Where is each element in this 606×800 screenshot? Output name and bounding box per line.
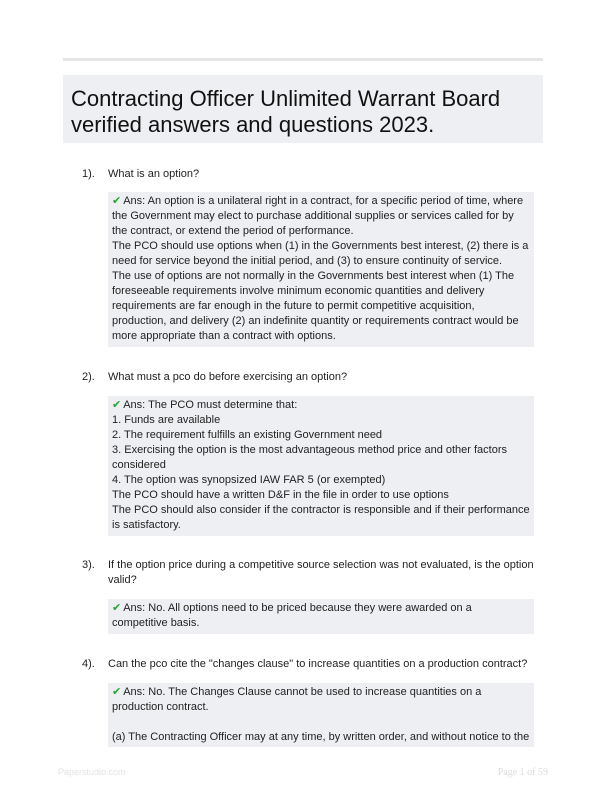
answer-2 (108, 396, 534, 536)
top-divider (63, 58, 543, 61)
answer-line: 2. The requirement fulfills an existing Government need (112, 429, 383, 441)
answer-4 (108, 683, 534, 747)
answer-line: The use of options are not normally in the Governments best interest when (1) The foreseeable requirements involve minimum economic quantities and delivery requirements are far enough in the future to permit competitive acquisition, production, and delivery (2) an indefinite quantity or requirements contract would be more appropriate than a contract with options. (112, 270, 519, 342)
answer-line: 3. Exercising the option is the most advantageous method price and other factors considered (112, 444, 508, 471)
question-1 (82, 167, 542, 182)
question-4 (82, 657, 542, 672)
question-number: 1). (82, 168, 95, 180)
check-icon: ✔ (112, 399, 122, 411)
answer-3 (108, 599, 534, 634)
check-icon: ✔ (112, 602, 122, 614)
answer-line: ✔ Ans: An option is a unilateral right in a contract, for a specific period of time, where the Government may elect to purchase additional supplies or services called for by the contract, or extend the period of performance. (112, 195, 524, 237)
question-text: Can the pco cite the "changes clause" to increase quantities on a production contract? (108, 658, 528, 670)
answer-line: ✔ Ans: No. The Changes Clause cannot be used to increase quantities on a production contract. (112, 686, 482, 713)
answer-line: ✔ Ans: No. All options need to be priced because they were awarded on a competitive basis. (112, 602, 472, 629)
answer-line: 1. Funds are available (112, 414, 221, 426)
answer-line: (a) The Contracting Officer may at any time, by written order, and without notice to the (112, 731, 530, 743)
question-number: 3). (82, 559, 95, 571)
question-2 (82, 370, 542, 385)
question-number: 2). (82, 371, 95, 383)
title-banner (63, 75, 543, 143)
answer-line: 4. The option was synopsized IAW FAR 5 (or exempted) (112, 474, 386, 486)
answer-line: ✔ Ans: The PCO must determine that: (112, 399, 298, 411)
answer-spacer (112, 715, 530, 730)
question-number: 4). (82, 658, 95, 670)
footer-page-number: Page 1 of 59 (497, 767, 548, 778)
answer-line: The PCO should use options when (1) in the Governments best interest, (2) there is a need for service beyond the initial period, and (3) to ensure continuity of service. (112, 240, 529, 267)
check-icon: ✔ (112, 195, 122, 207)
page-title: Contracting Officer Unlimited Warrant Board verified answers and questions 2023. (71, 86, 501, 137)
answer-line: The PCO should have a written D&F in the file in order to use options (112, 489, 449, 501)
question-text: What must a pco do before exercising an option? (108, 371, 348, 383)
answer-line: The PCO should also consider if the contractor is responsible and if their performance is satisfactory. (112, 504, 530, 531)
question-text: If the option price during a competitive source selection was not evaluated, is the option valid? (108, 559, 534, 586)
question-text: What is an option? (108, 168, 200, 180)
question-3 (82, 558, 542, 588)
footer-site: Paperstudio.com (58, 767, 126, 777)
answer-1 (108, 192, 534, 347)
check-icon: ✔ (112, 686, 122, 698)
